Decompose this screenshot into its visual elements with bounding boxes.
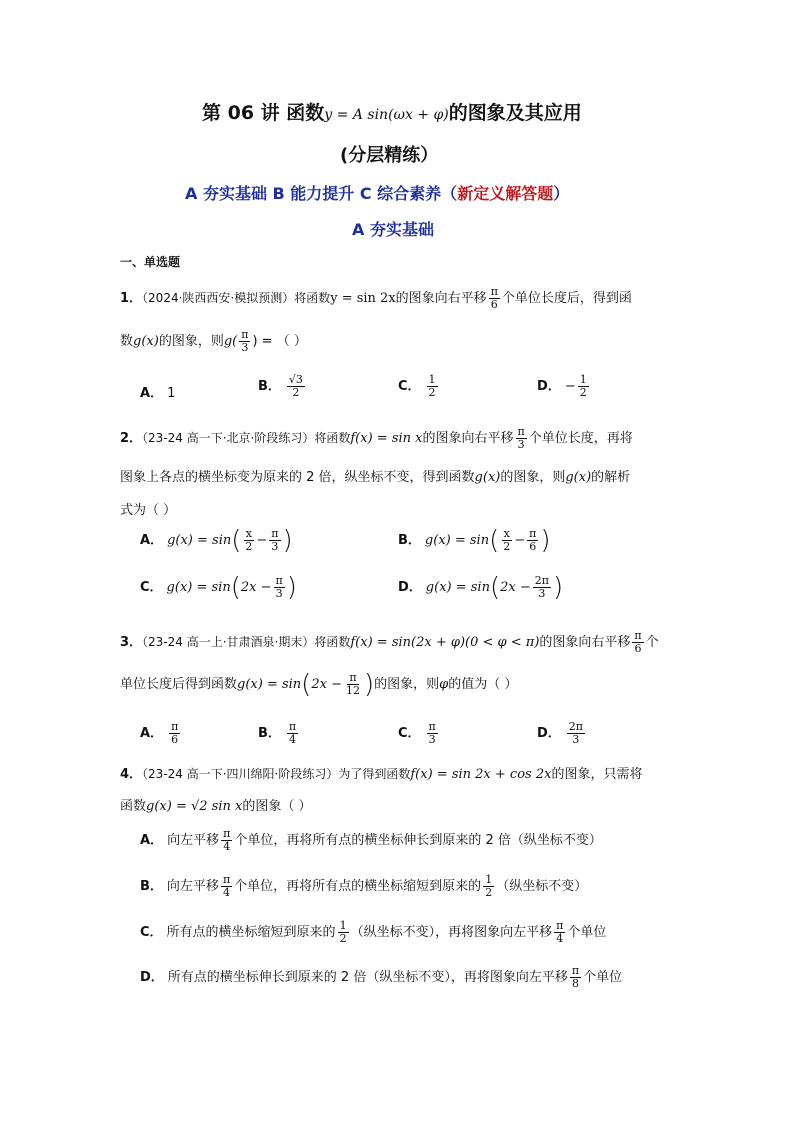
fraction-numerator: π: [571, 964, 580, 977]
fraction: [554, 920, 565, 945]
fraction-denominator: 2: [503, 540, 511, 553]
levels-blue: A 夯实基础 B 能力提升 C 综合素养（: [185, 184, 458, 203]
fraction-numerator: π: [288, 720, 297, 733]
fraction-denominator: 6: [634, 642, 642, 655]
option-label: A．: [140, 533, 164, 548]
question-text: 数: [120, 334, 134, 349]
fraction-numerator: x: [503, 527, 510, 540]
formula: g(x): [565, 470, 592, 485]
fraction-numerator: π: [271, 527, 279, 540]
section-heading: A 夯实基础: [352, 220, 434, 239]
question-number: 2．: [120, 431, 143, 446]
option-text: 个单位，再将所有点的横坐标缩短到原来的: [234, 879, 482, 894]
option-label: A．: [140, 726, 164, 741]
fraction: [239, 329, 250, 354]
fraction-denominator: 12: [345, 684, 360, 697]
fraction: [338, 920, 349, 945]
fraction: [169, 721, 180, 746]
fraction-denominator: 6: [490, 298, 498, 311]
fraction-numerator: π: [275, 574, 283, 587]
fraction: [578, 374, 589, 399]
option-label: B．: [398, 533, 421, 548]
question-1-line-2: [120, 329, 307, 354]
fraction-numerator: π: [171, 720, 179, 733]
question-text: 的图象，则: [374, 677, 440, 692]
fraction: [344, 672, 362, 697]
fraction: [489, 286, 500, 311]
question-text: 的解析: [591, 470, 631, 485]
fraction-numerator: 2π: [534, 574, 549, 587]
fraction-denominator: 2: [579, 386, 587, 399]
fraction-denominator: 6: [171, 733, 179, 746]
option-label: B．: [140, 879, 163, 894]
question-type-heading: 一、单选题: [120, 255, 181, 269]
operator: −: [514, 533, 526, 548]
fraction: [274, 575, 285, 600]
question-4-line-2: [120, 795, 311, 814]
fraction-numerator: π: [517, 425, 525, 438]
option-text: 向左平移: [167, 833, 220, 848]
paren-left: (: [489, 525, 500, 556]
question-text: 图象上各点的横坐标变为原来的 2 倍，纵坐标不变，得到函数: [120, 470, 475, 485]
option-b[interactable]: [140, 874, 587, 899]
fraction: [632, 630, 643, 655]
fraction-denominator: 3: [517, 438, 525, 451]
option-b[interactable]: [258, 374, 307, 399]
option-text: 所有点的横坐标缩短到原来的: [166, 925, 336, 940]
fraction-denominator: 3: [271, 540, 279, 553]
option-label: B．: [258, 379, 281, 394]
fraction-numerator: π: [222, 873, 231, 886]
question-number: 1．: [120, 291, 143, 306]
fraction-denominator: 4: [289, 733, 297, 746]
question-source: （23-24 高一上·甘肃酒泉·期末）将函数: [142, 635, 351, 649]
title-prefix: 第 06 讲 函数: [202, 102, 325, 124]
formula: 2x −: [500, 580, 531, 595]
option-a[interactable]: [140, 382, 175, 401]
fraction: [427, 374, 438, 399]
option-d[interactable]: [537, 721, 587, 746]
fraction: [527, 528, 538, 553]
question-2-line-1: [120, 426, 633, 451]
option-label: D．: [398, 580, 422, 595]
option-c[interactable]: [398, 374, 440, 399]
question-1-line-1: [120, 286, 632, 311]
option-label: A．: [140, 386, 164, 401]
operator: −: [256, 533, 268, 548]
title-suffix: 的图象及其应用: [448, 102, 582, 124]
option-label: C．: [140, 580, 163, 595]
question-2-line-2: [120, 466, 630, 485]
paren-left: (: [230, 572, 241, 603]
fraction-numerator: π: [223, 827, 231, 840]
fraction-numerator: 1: [485, 873, 493, 886]
fraction: [243, 528, 254, 553]
page-title: [202, 98, 582, 125]
option-c[interactable]: [140, 572, 297, 603]
formula: 2x −: [311, 677, 342, 692]
question-source: （23-24 高一下·北京·阶段练习）将函数: [142, 431, 351, 445]
question-number: 3．: [120, 635, 143, 650]
option-label: D．: [537, 726, 561, 741]
fraction-denominator: 2: [339, 932, 347, 945]
formula: g(x) = sin: [167, 533, 232, 548]
question-text: 的图象（ ）: [242, 799, 312, 814]
option-text: 个单位: [567, 925, 607, 940]
question-number: 4．: [120, 767, 143, 782]
option-label: A．: [140, 833, 164, 848]
question-text: 的图象向右平移: [539, 635, 631, 650]
fraction-denominator: 2: [292, 386, 300, 399]
fraction-numerator: π: [556, 919, 564, 932]
fraction: [221, 874, 232, 899]
formula: f(x) = sin x: [350, 431, 423, 446]
formula: g(x) = sin: [166, 580, 231, 595]
fraction-denominator: 2: [245, 540, 253, 553]
question-text: 单位长度后得到函数: [120, 677, 238, 692]
question-text: 的图象，则: [500, 470, 566, 485]
formula: 2x −: [240, 580, 272, 595]
option-label: C．: [398, 726, 421, 741]
option-a[interactable]: [140, 525, 293, 556]
fraction-denominator: 6: [529, 540, 537, 553]
formula: g(x) = √2 sin x: [146, 799, 243, 814]
paren-right: ): [552, 572, 564, 603]
fraction-denominator: 8: [571, 977, 579, 990]
option-label: C．: [140, 925, 163, 940]
fraction-denominator: 4: [223, 886, 231, 899]
fraction-numerator: x: [245, 527, 252, 540]
paren-left: (: [231, 525, 242, 556]
formula: φ: [439, 677, 449, 692]
option-label: D．: [537, 379, 561, 394]
question-3-line-1: [120, 630, 659, 655]
paren-left: (: [489, 572, 501, 603]
fraction: [516, 426, 527, 451]
fraction: [567, 721, 585, 746]
option-a[interactable]: [140, 828, 602, 853]
fraction: [287, 374, 305, 399]
fraction-denominator: 3: [275, 587, 283, 600]
fraction: [501, 528, 512, 553]
fraction-numerator: π: [634, 629, 642, 642]
fraction-denominator: 2: [428, 386, 436, 399]
question-text: 的图象，只需将: [551, 767, 643, 782]
levels-red: 新定义解答题: [457, 184, 554, 203]
formula: g(x) = sin: [425, 580, 490, 595]
option-label: B．: [258, 726, 281, 741]
fraction-numerator: √3: [288, 373, 303, 386]
option-text: 个单位: [583, 970, 623, 985]
option-d[interactable]: [398, 572, 564, 603]
question-text: 的图象向右平移: [422, 431, 514, 446]
question-2-line-3: 式为（ ）: [120, 503, 177, 518]
fraction-numerator: 1: [428, 373, 436, 386]
formula: f(x) = sin(2x + φ)(0 < φ < π): [350, 635, 540, 650]
option-b[interactable]: [398, 525, 551, 556]
fraction-denominator: 3: [428, 733, 436, 746]
fraction: [427, 721, 438, 746]
option-c[interactable]: [140, 920, 606, 945]
paren-right: ): [363, 669, 375, 700]
option-d[interactable]: [537, 374, 591, 399]
fraction-numerator: 1: [339, 919, 347, 932]
option-a[interactable]: [140, 721, 182, 746]
formula: g(x): [474, 470, 501, 485]
fraction-denominator: 2: [485, 886, 493, 899]
option-sign: −: [564, 379, 576, 394]
option-label: D．: [140, 970, 164, 985]
option-d[interactable]: [140, 965, 622, 990]
fraction-denominator: 3: [572, 733, 580, 746]
fraction: [269, 528, 280, 553]
option-label: C．: [398, 379, 421, 394]
fraction: [570, 965, 581, 990]
fraction-numerator: 2π: [568, 720, 584, 733]
question-text: 个单位长度后，得到函: [501, 291, 632, 306]
fraction-denominator: 4: [223, 840, 231, 853]
fraction-denominator: 4: [556, 932, 564, 945]
page-subtitle: (分层精练）: [340, 145, 439, 166]
fraction: [533, 575, 551, 600]
question-text: 的值为（ ）: [448, 677, 518, 692]
option-text: （纵坐标不变）: [496, 879, 588, 894]
option-text: 所有点的横坐标伸长到原来的 2 倍（纵坐标不变），再将图象向左平移: [167, 970, 568, 985]
question-source: （2024·陕西西安·模拟预测）将函数: [142, 291, 331, 305]
fraction-numerator: π: [490, 285, 498, 298]
question-text: 个: [645, 635, 659, 650]
fraction-numerator: 1: [579, 373, 587, 386]
formula: ) = （ ）: [252, 334, 307, 349]
title-formula: y = A sin(ωx + φ): [324, 107, 449, 123]
levels-end: ）: [553, 184, 570, 203]
fraction: [483, 874, 494, 899]
option-text: 个单位，再将所有点的横坐标伸长到原来的 2 倍（纵坐标不变）: [234, 833, 602, 848]
paren-right: ): [286, 572, 297, 603]
paren-left: (: [301, 669, 312, 700]
question-source: （23-24 高一下·四川绵阳·阶段练习）为了得到函数: [142, 767, 411, 781]
paren-right: ): [282, 525, 293, 556]
option-text: （纵坐标不变），再将图象向左平移: [350, 925, 553, 940]
question-3-line-2: [120, 669, 518, 700]
fraction-denominator: 3: [538, 587, 546, 600]
formula: g(x) = sin: [237, 677, 302, 692]
formula: g(x) = sin: [424, 533, 490, 548]
option-c[interactable]: [398, 721, 440, 746]
question-text: 的图象，则: [158, 334, 224, 349]
levels-line: [185, 181, 569, 204]
fraction-numerator: π: [428, 720, 436, 733]
question-4-line-1: [120, 763, 642, 782]
fraction: [221, 828, 232, 853]
fraction-numerator: π: [529, 527, 537, 540]
paren-right: ): [540, 525, 551, 556]
fraction-denominator: 3: [241, 341, 249, 354]
formula: g(x): [133, 334, 159, 349]
fraction-numerator: π: [241, 328, 249, 341]
question-text: 函数: [120, 799, 147, 814]
option-text: 向左平移: [166, 879, 219, 894]
question-text: 个单位长度，再将: [528, 431, 633, 446]
fraction: [287, 721, 298, 746]
question-text: 的图象向右平移: [395, 291, 487, 306]
formula: g(: [223, 334, 238, 349]
option-value: 1: [167, 386, 176, 401]
formula: f(x) = sin 2x + cos 2x: [410, 767, 552, 782]
fraction-numerator: π: [349, 671, 357, 684]
option-b[interactable]: [258, 721, 300, 746]
formula: y = sin 2x: [330, 291, 396, 306]
